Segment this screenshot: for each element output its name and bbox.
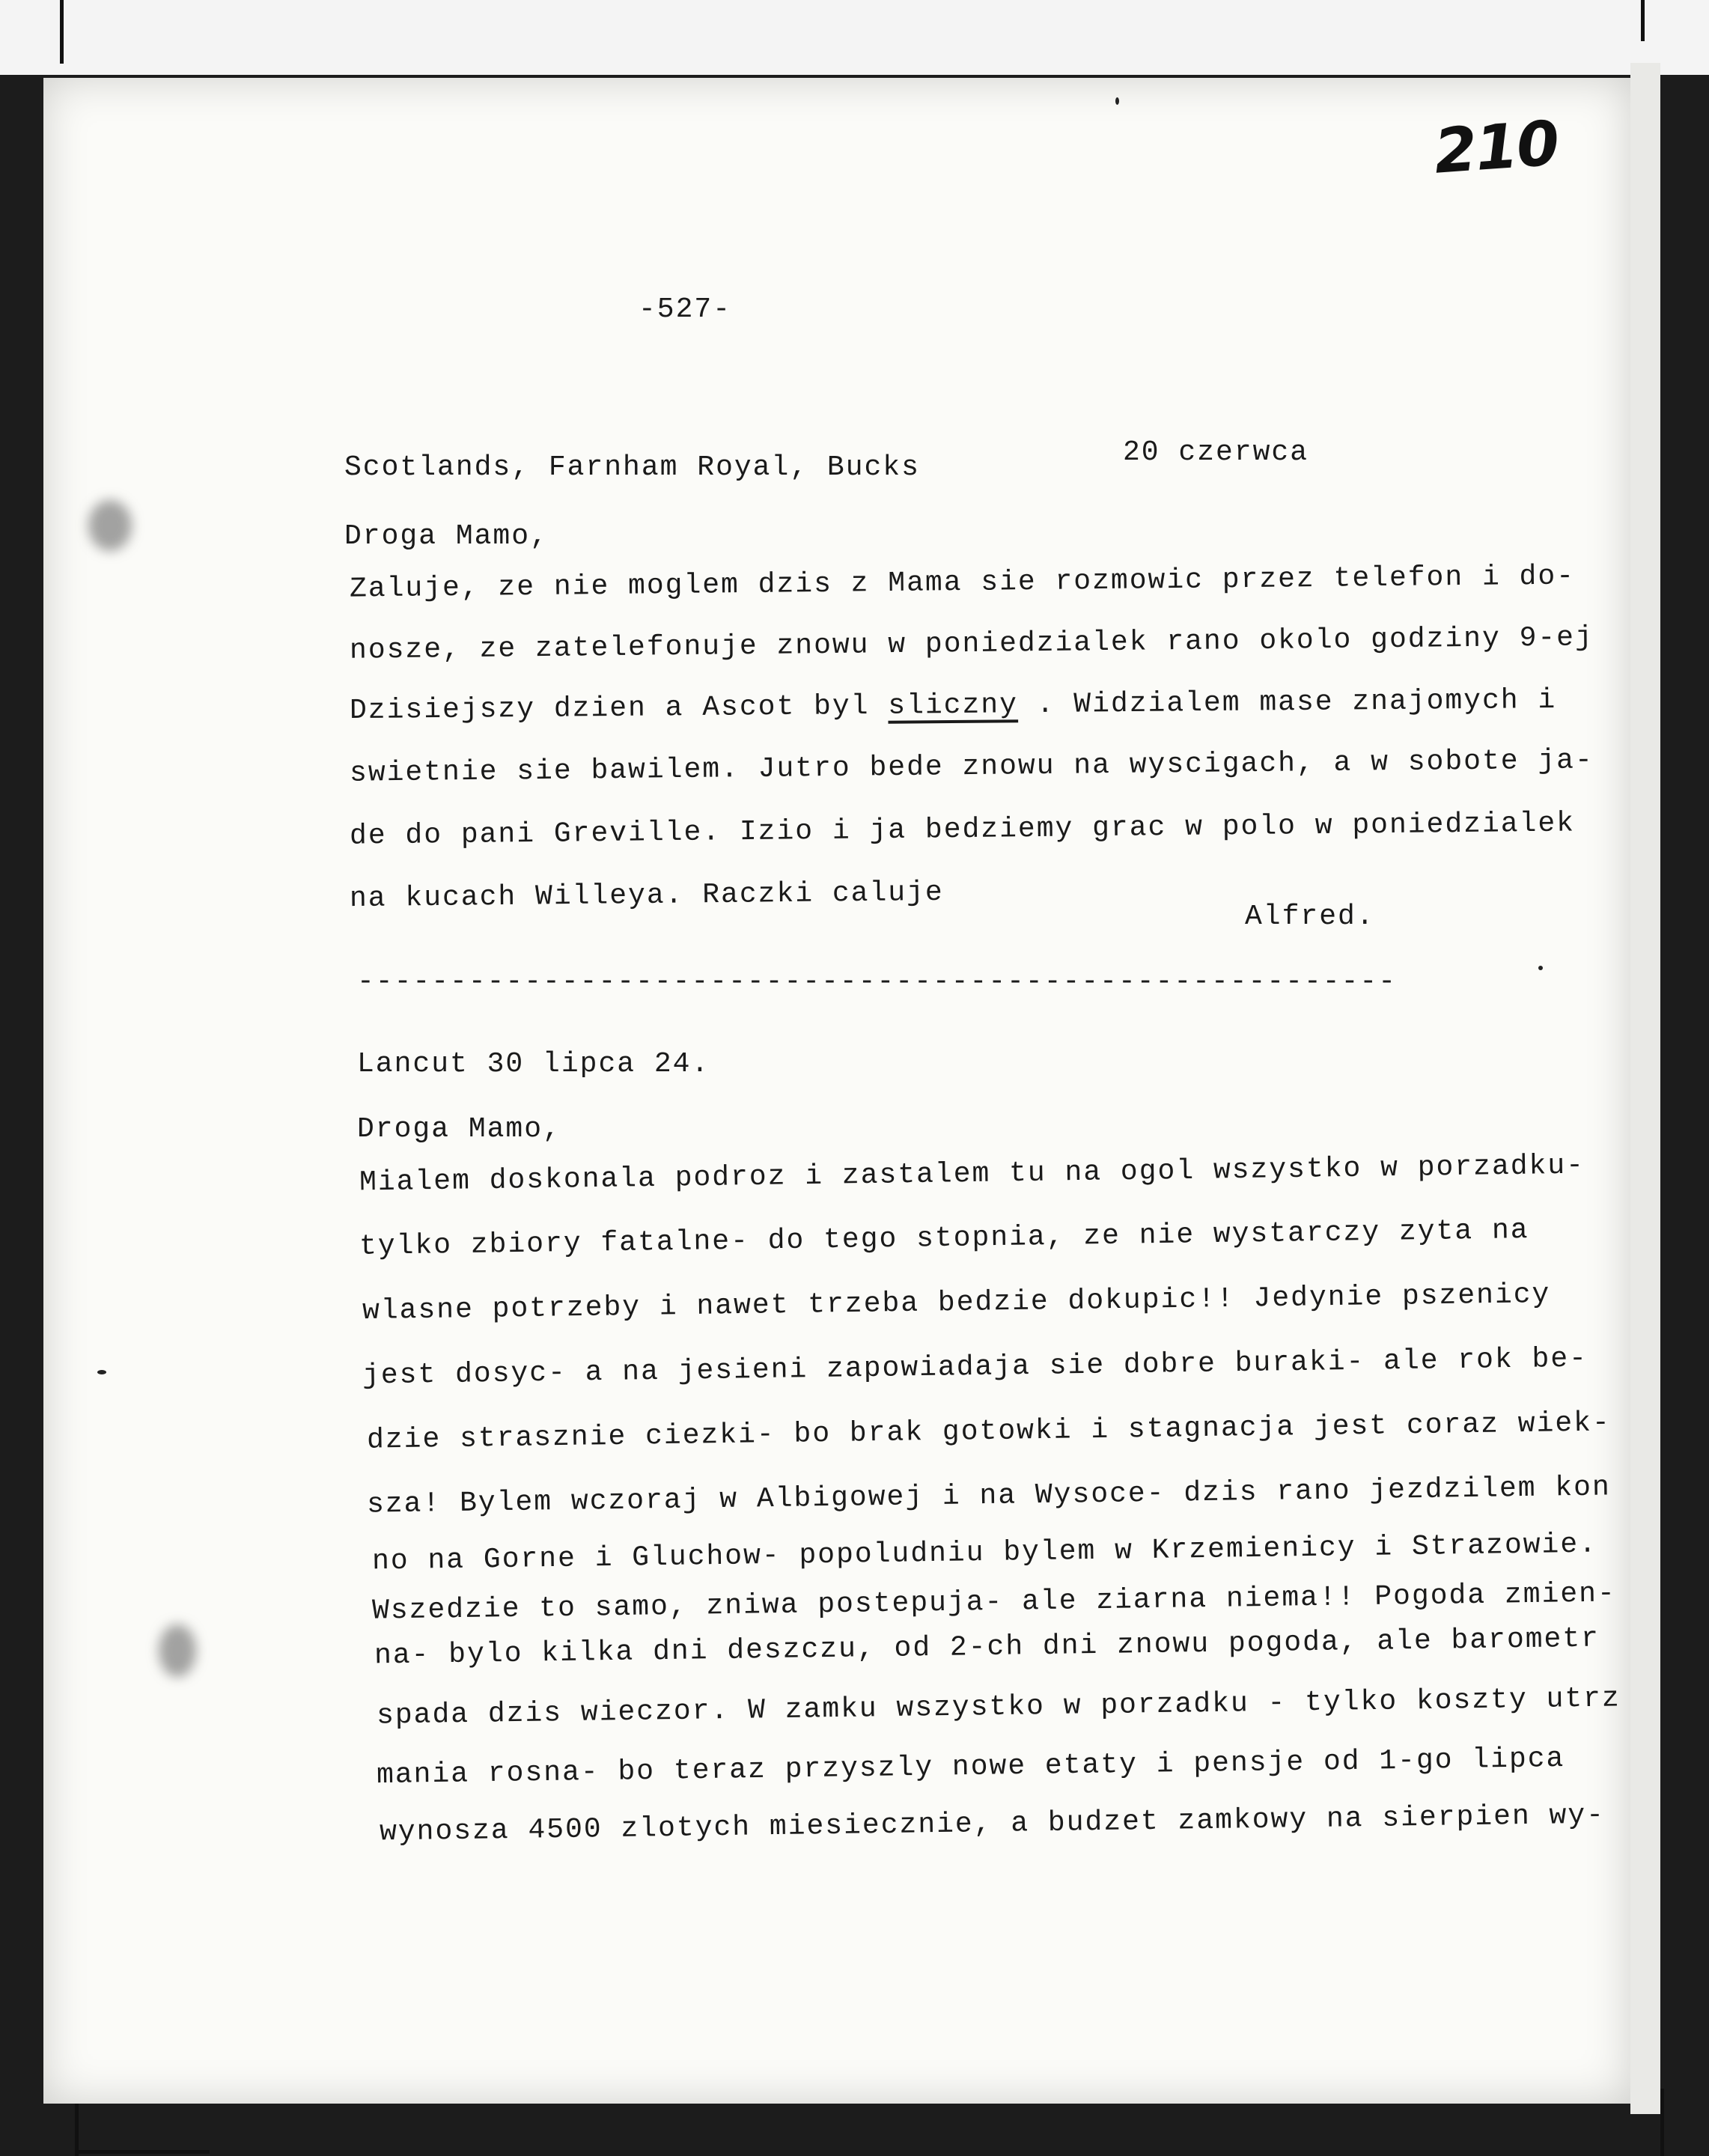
separator-line: -------------------------------------------------------- bbox=[357, 966, 1398, 998]
emphasized-word: sliczny bbox=[888, 689, 1019, 722]
line-text: Dzisiejszy dzien a Ascot byl bbox=[349, 689, 889, 728]
letter1-date: 20 czerwca bbox=[1123, 436, 1309, 469]
letter2-line: dzie strasznie ciezki- bo brak gotowki i stagnacja jest coraz wiek- bbox=[366, 1407, 1612, 1457]
letter2-line: spada dzis wieczor. W zamku wszystko w porzadku - tylko koszty utrz bbox=[376, 1682, 1621, 1732]
letter2-line: sza! Bylem wczoraj w Albigowej i na Wysoce- dzis rano jezdzilem kon bbox=[366, 1471, 1612, 1521]
letter2-place-date: Lancut 30 lipca 24. bbox=[357, 1048, 710, 1080]
letter1-line: nosze, ze zatelefonuje znowu w poniedzialek rano okolo godziny 9-ej bbox=[349, 621, 1594, 667]
letter2-line: na- bylo kilka dni deszczu, od 2-ch dni znowu pogoda, ale barometr bbox=[374, 1622, 1600, 1672]
scan-mark bbox=[75, 2150, 210, 2154]
letter2-line: jest dosyc- a na jesieni zapowiadaja sie dobre buraki- ale rok be- bbox=[362, 1342, 1588, 1392]
letter1-signature: Alfred. bbox=[1245, 901, 1375, 933]
letter1-line: na kucach Willeya. Raczki caluje bbox=[349, 876, 944, 916]
line-text: . Widzialem mase znajomych i bbox=[1017, 683, 1557, 722]
smudge bbox=[88, 500, 132, 551]
letter1-place: Scotlands, Farnham Royal, Bucks bbox=[344, 451, 920, 484]
letter1-line: swietnie sie bawilem. Jutro bede znowu na wyscigach, a w sobote ja- bbox=[349, 744, 1594, 790]
speck bbox=[1115, 97, 1119, 105]
letter2-line: wynosza 4500 zlotych miesiecznie, a budzet zamkowy na sierpien wy- bbox=[379, 1799, 1606, 1849]
scan-mark bbox=[75, 2104, 79, 2156]
letter1-salutation: Droga Mamo, bbox=[344, 520, 549, 552]
letter2-line: Wszedzie to samo, zniwa postepuja- ale ziarna niema!! Pogoda zmien- bbox=[371, 1577, 1617, 1627]
smudge bbox=[159, 1624, 196, 1677]
letter2-line: tylko zbiory fatalne- do tego stopnia, ze nie wystarczy zyta na bbox=[359, 1214, 1529, 1263]
letter1-line: de do pani Greville. Izio i ja bedziemy grac w polo w poniedzialek bbox=[349, 807, 1576, 853]
letter2-line: mania rosna- bo teraz przyszly nowe etaty i pensje od 1-go lipca bbox=[376, 1742, 1565, 1792]
letter1-line: Zaluje, ze nie moglem dzis z Mama sie rozmowic przez telefon i do- bbox=[349, 560, 1576, 606]
scan-mark bbox=[60, 0, 64, 64]
typed-page bbox=[43, 78, 1630, 2104]
scan-mark bbox=[1641, 0, 1645, 41]
letter2-line: wlasne potrzeby i nawet trzeba bedzie dokupic!! Jedynie pszenicy bbox=[362, 1278, 1551, 1328]
speck bbox=[97, 1370, 106, 1374]
page-header: -527- bbox=[639, 293, 732, 326]
speck bbox=[1538, 966, 1543, 970]
letter2-salutation: Droga Mamo, bbox=[357, 1113, 561, 1145]
handwritten-page-number: 210 bbox=[1431, 108, 1561, 188]
scan-mark bbox=[1660, 2089, 1664, 2156]
paper-edge bbox=[1630, 63, 1660, 2114]
letter2-line: no na Gorne i Gluchow- popoludniu bylem w Krzemienicy i Strazowie. bbox=[371, 1528, 1598, 1578]
scan-top-margin bbox=[0, 0, 1709, 75]
letter2-line: Mialem doskonala podroz i zastalem tu na ogol wszystko w porzadku- bbox=[359, 1149, 1585, 1199]
